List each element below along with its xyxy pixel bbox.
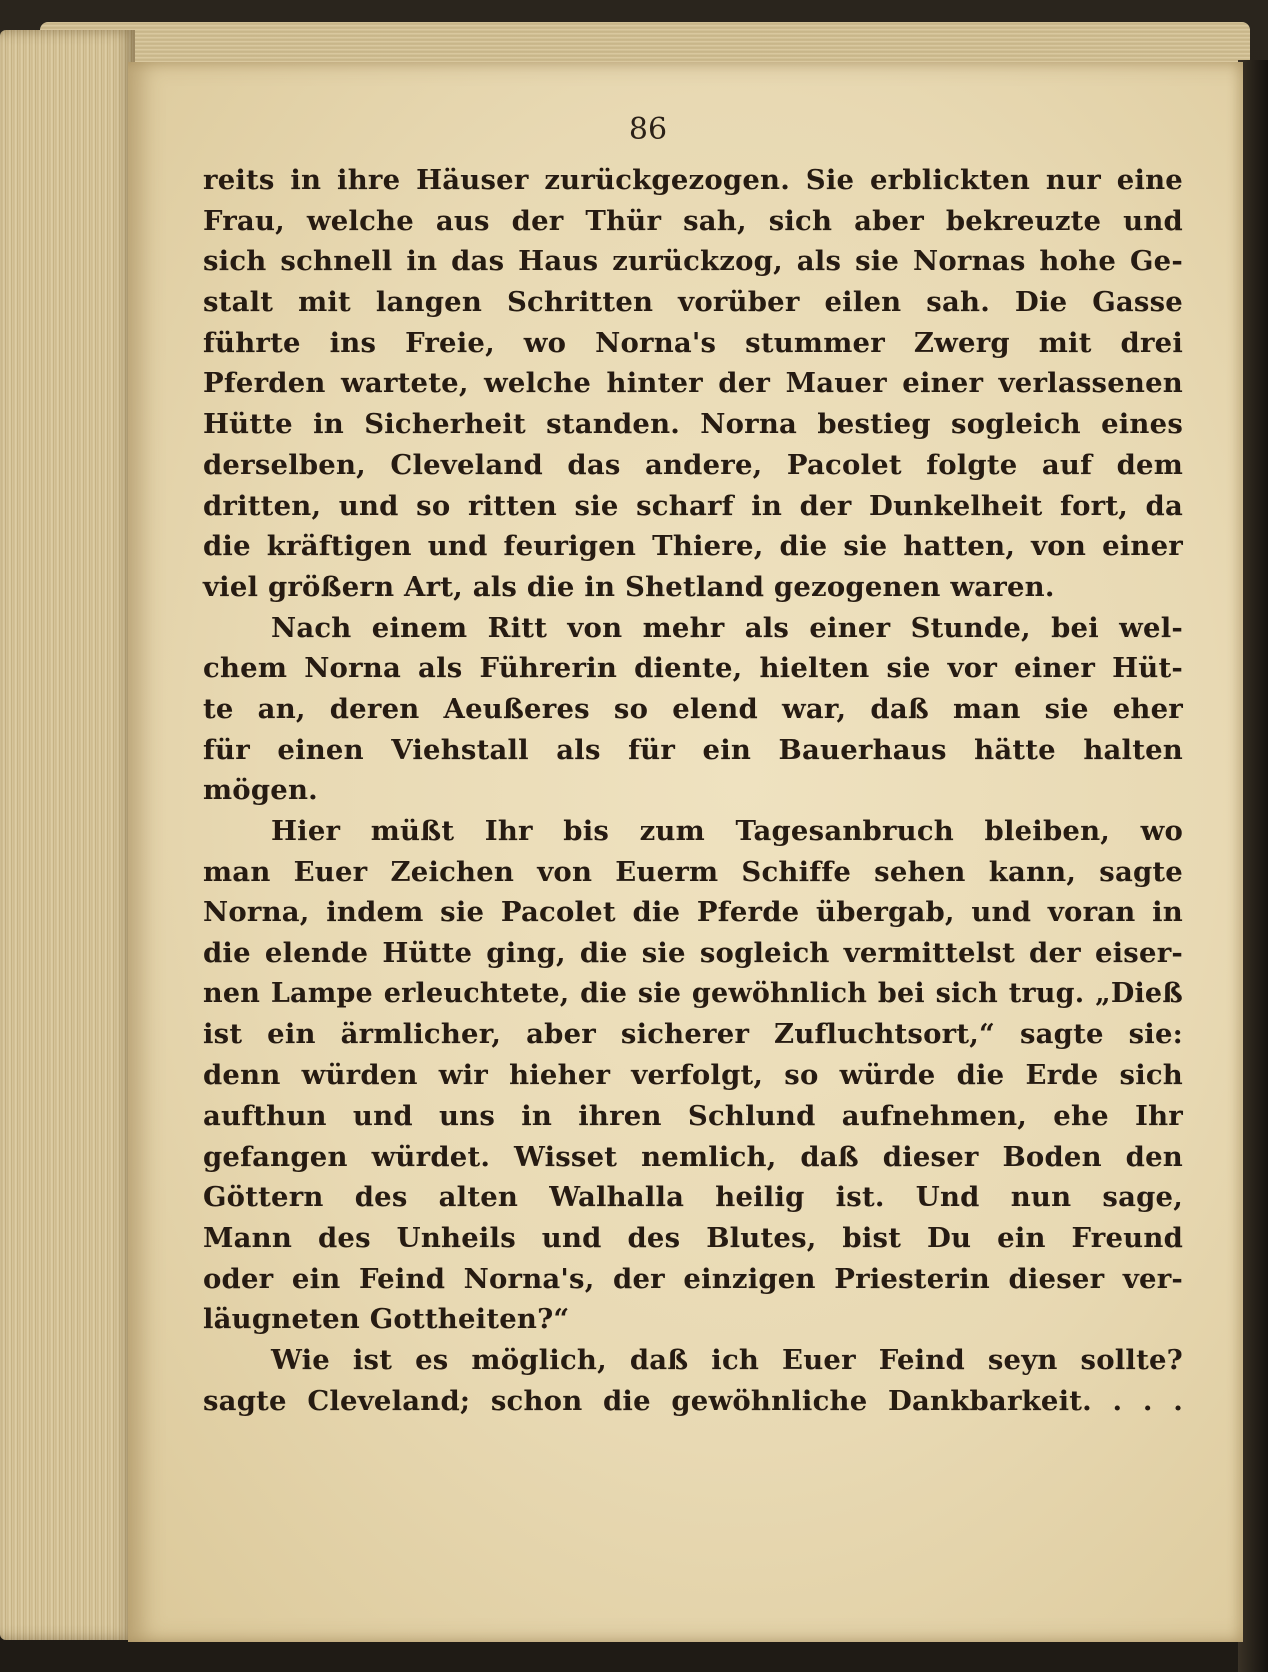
page-top-edge [40,22,1250,62]
text-line: führte ins Freie, wo Norna's stummer Zwerg mit drei [203,326,1183,359]
text-line: für einen Viehstall als für ein Bauerhaus hätte halten [203,733,1183,766]
text-line: Wie ist es möglich, daß ich Euer Feind seyn sollte? [271,1343,1183,1376]
text-line: sagte Cleveland; schon die gewöhnliche Dankbarkeit. . . . [203,1384,1183,1417]
text-line: Mann des Unheils und des Blutes, bist Du ein Freund [203,1221,1183,1254]
text-line: Hier müßt Ihr bis zum Tagesanbruch bleiben, wo [271,815,1183,847]
text-line: man Euer Zeichen von Euerm Schiffe sehen kann, sagte [203,855,1183,888]
text-line: Norna, indem sie Pacolet die Pferde übergab, und voran in [203,896,1183,929]
text-line: te an, deren Aeußeres so elend war, daß man sie eher [203,692,1183,725]
text-line: viel größern Art, als die in Shetland gezogenen waren. [203,570,1055,603]
text-line: Hütte in Sicherheit standen. Norna bestieg sogleich eines [203,408,1183,441]
body-text [203,160,1183,1421]
text-line: ist ein ärmlicher, aber sicherer Zufluchtsort,“ sagte sie: [203,1018,1183,1051]
text-line: die elende Hütte ging, die sie sogleich vermittelst der eiser- [203,937,1183,970]
text-line: reits in ihre Häuser zurückgezogen. Sie erblickten nur eine [203,164,1183,196]
text-line: gefangen würdet. Wisset nemlich, daß dieser Boden den [203,1140,1183,1173]
text-line: Nach einem Ritt von mehr als einer Stunde, bei wel- [271,611,1183,644]
text-line: dritten, und so ritten sie scharf in der Dunkelheit fort, da [203,489,1183,522]
text-line: stalt mit langen Schritten vorüber eilen sah. Die Gasse [203,286,1183,319]
text-line: derselben, Cleveland das andere, Pacolet folgte auf dem [203,448,1183,481]
text-line: chem Norna als Führerin diente, hielten sie vor einer Hüt- [203,652,1183,685]
text-line: die kräftigen und feurigen Thiere, die sie hatten, von einer [203,530,1183,563]
text-line: mögen. [203,774,318,807]
text-line: denn würden wir hieher verfolgt, so würde die Erde sich [203,1059,1183,1092]
text-line: oder ein Feind Norna's, der einzigen Priesterin dieser ver- [203,1262,1183,1295]
book-page [128,62,1243,1642]
page-edges [0,30,135,1640]
text-line: Pferden wartete, welche hinter der Mauer einer verlassenen [203,367,1183,400]
page-number: 86 [628,112,668,147]
text-line: läugneten Gottheiten?“ [203,1303,570,1336]
text-line: aufthun und uns in ihren Schlund aufnehmen, ehe Ihr [203,1099,1183,1132]
text-line: Göttern des alten Walhalla heilig ist. Und nun sage, [203,1181,1183,1214]
text-line: Frau, welche aus der Thür sah, sich aber bekreuzte und [203,204,1183,237]
text-line: nen Lampe erleuchtete, die sie gewöhnlich bei sich trug. „Dieß [203,977,1183,1009]
text-line: sich schnell in das Haus zurückzog, als sie Nornas hohe Ge- [203,245,1183,278]
